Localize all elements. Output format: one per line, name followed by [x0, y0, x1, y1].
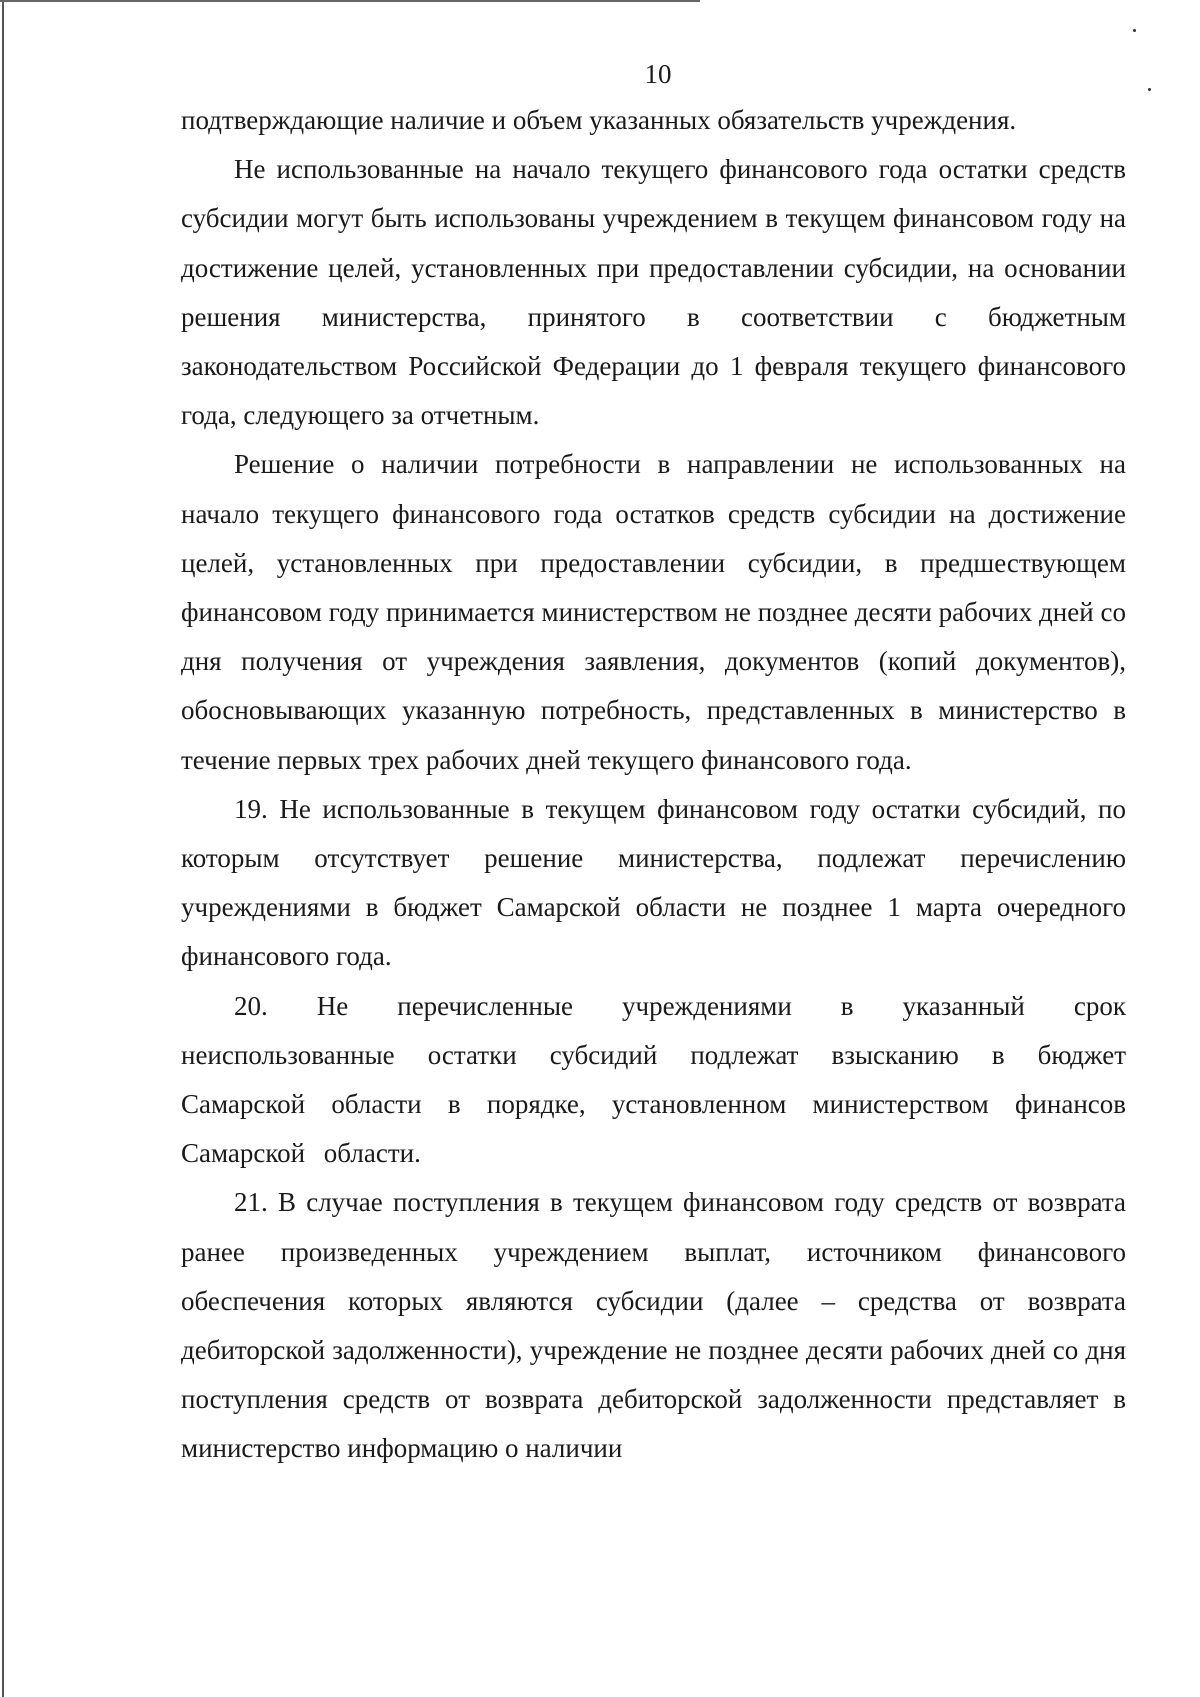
paragraph-unused-balances: Не использованные на начало текущего финансового года остатки средств субсидии могут быть использованы учреждением в текущем финансовом году на достижение целей, установленных при предоставлении субсидии, на основании решения министерства, принятого в соответствии с бюджетным законодательством Российской Федерации до 1 февраля текущего финансового года, следующего за отчетным.	[181, 154, 1126, 431]
document-body	[181, 96, 1126, 1474]
paragraph-clause-20: 20. Не перечисленные учреждениями в указанный срок неиспользованные остатки субсидий подлежат взысканию в бюджет Самарской области в порядке, установленном министерством финансов Самарской области.	[181, 990, 1126, 1169]
paragraph-decision-on-need: Решение о наличии потребности в направлении не использованных на начало текущего финансового года остатков средств субсидии на достижение целей, установленных при предоставлении субсидии, в предшествующем финансовом году принимается министерством не позднее десяти рабочих дней со дня получения от учреждения заявления, документов (копий документов), обосновывающих указанную потребность, представленных в министерство в течение первых трех рабочих дней текущего финансового года.	[181, 449, 1126, 775]
paragraph-clause-21: 21. В случае поступления в текущем финансовом году средств от возврата ранее произведенных учреждением выплат, источником финансового обеспечения которых являются субсидии (далее – средства от возврата дебиторской задолженности), учреждение не позднее десяти рабочих дней со дня поступления средств от возврата дебиторской задолженности представляет в министерство информацию о наличии	[181, 1187, 1126, 1464]
scan-speck	[1133, 29, 1136, 32]
paragraph-clause-19: 19. Не использованные в текущем финансовом году остатки субсидий, по которым отсутствует решение министерства, подлежат перечислению учреждениями в бюджет Самарской области не позднее 1 марта очередного финансового года.	[181, 793, 1126, 972]
scan-left-edge	[2, 0, 4, 1697]
page-number: 10	[644, 59, 672, 89]
paragraph-continuation: подтверждающие наличие и объем указанных обязательств учреждения.	[181, 105, 1017, 135]
scan-top-edge	[0, 0, 700, 2]
